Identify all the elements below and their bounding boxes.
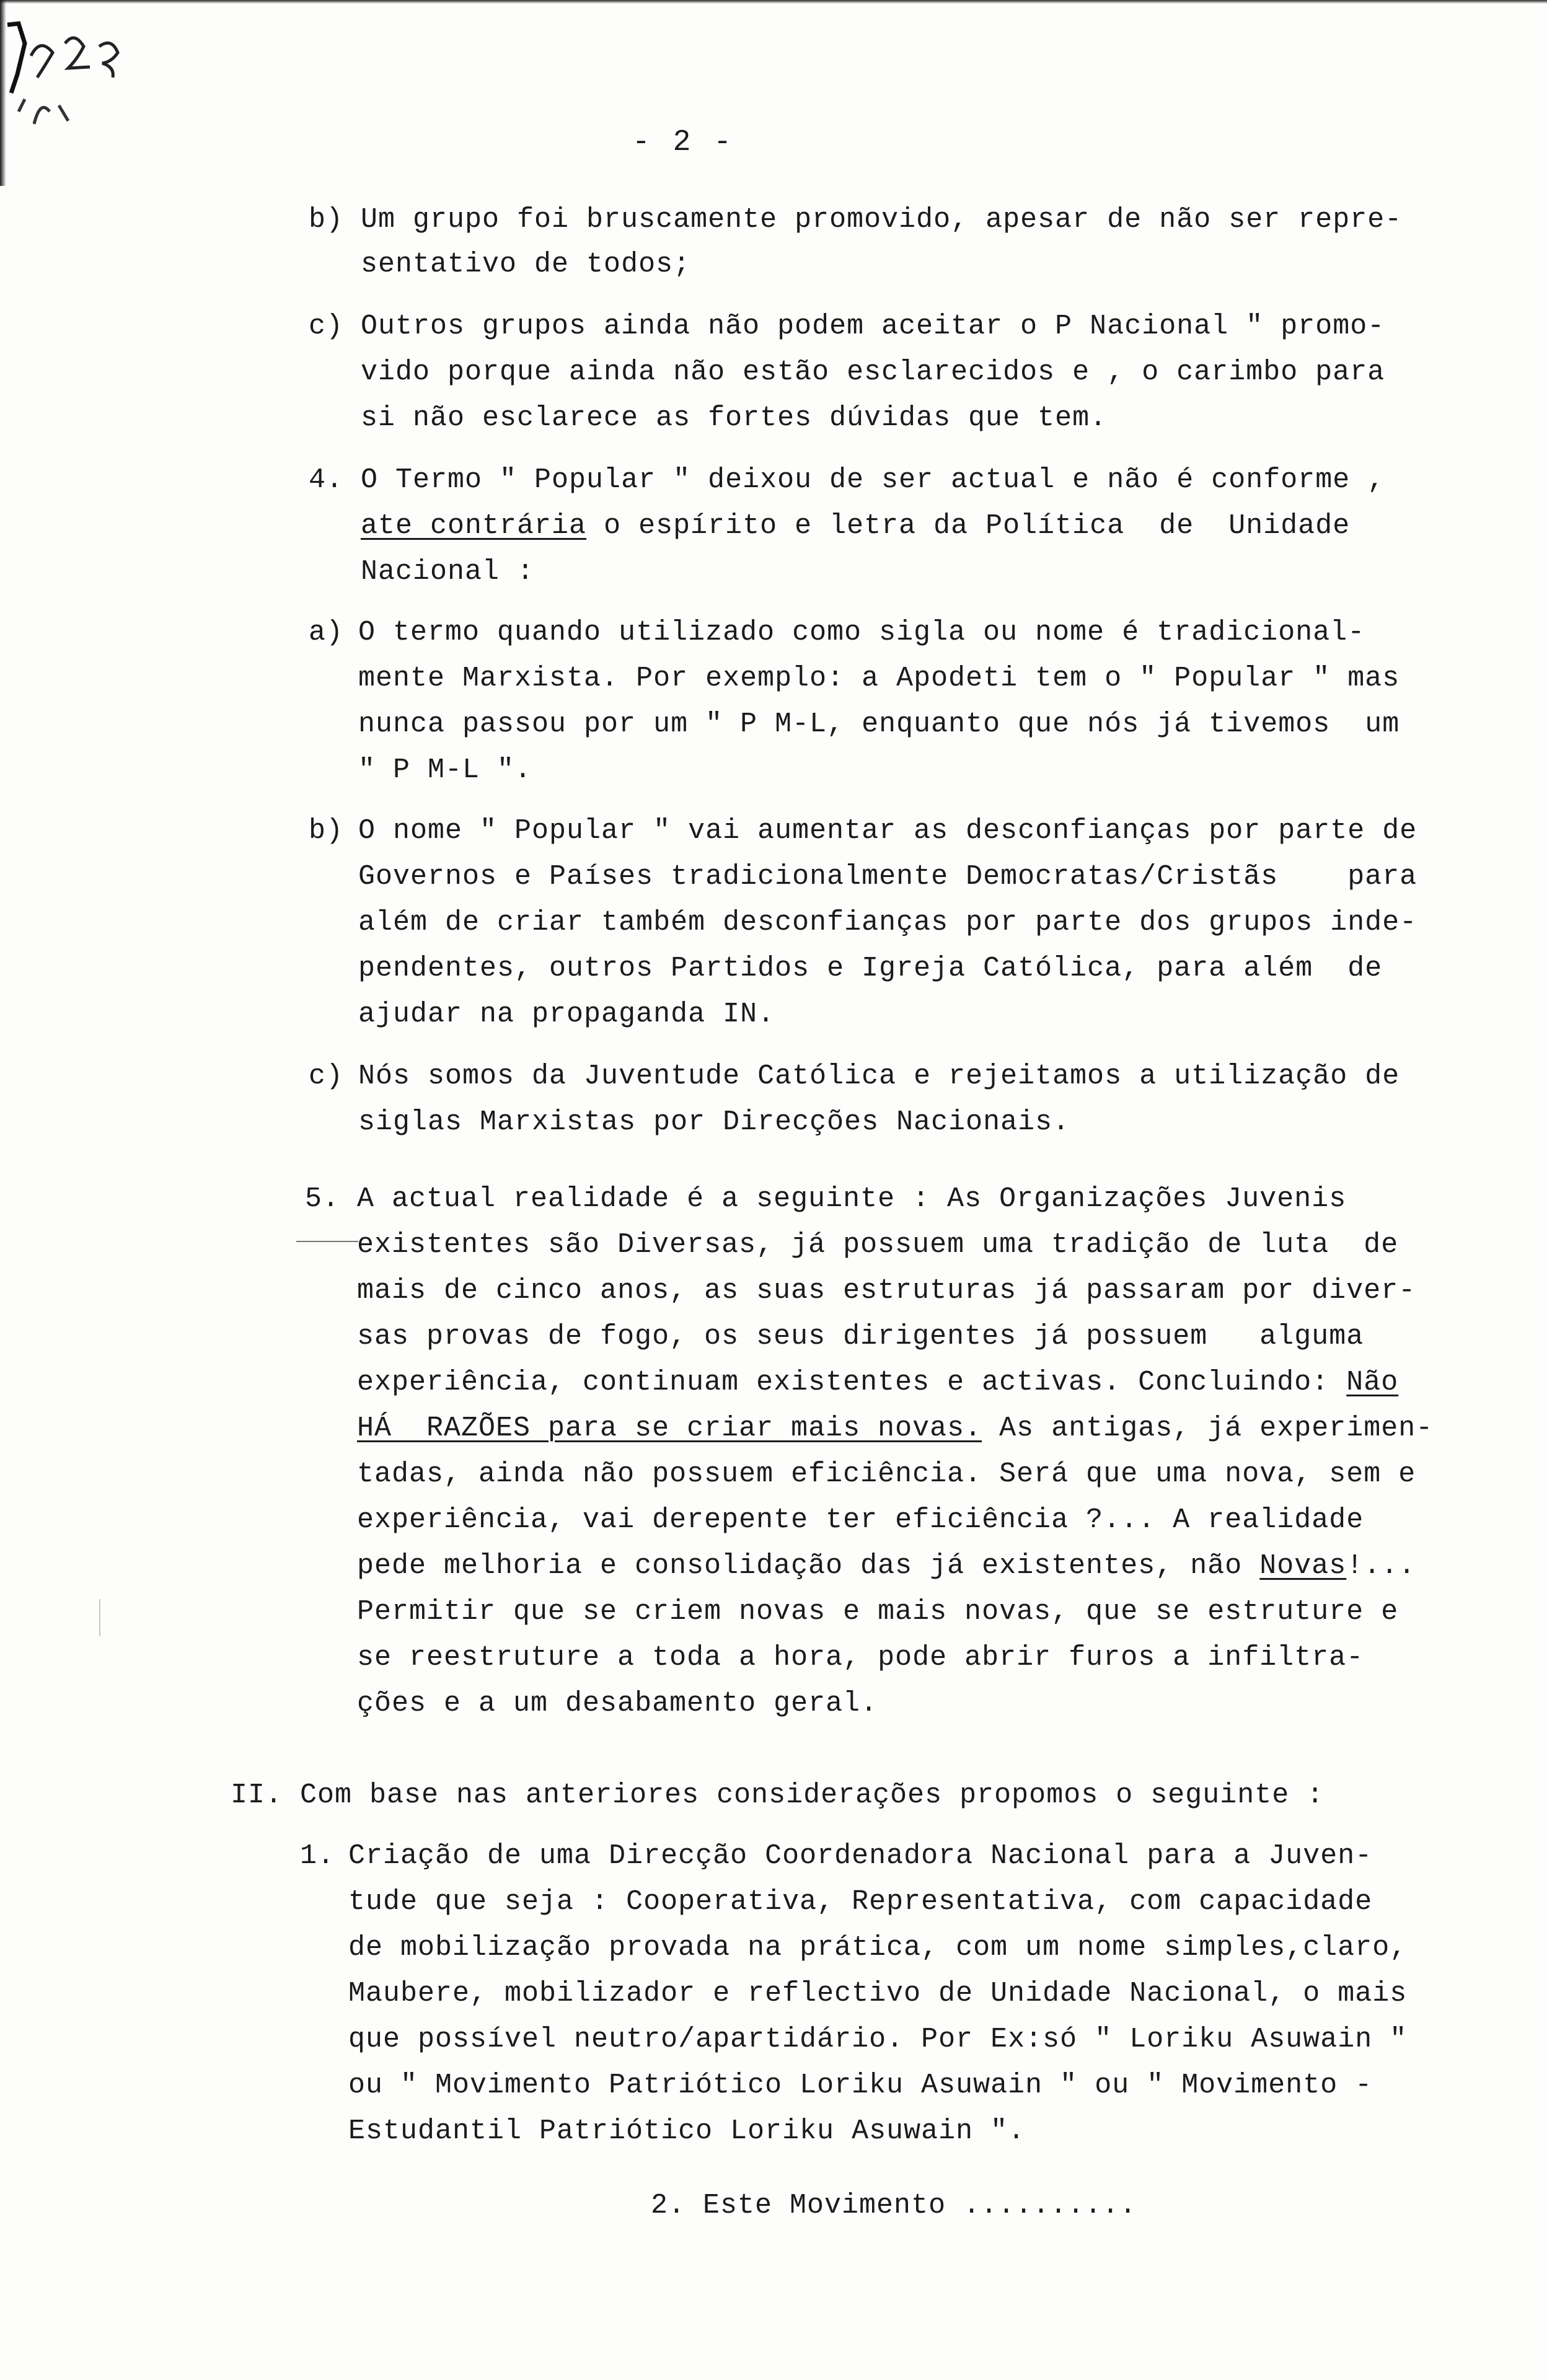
item-5-line-12: ções e a um desabamento geral. <box>357 1688 878 1719</box>
section-ii-marker: II. <box>231 1779 283 1811</box>
item-5-line-2: existentes são Diversas, já possuem uma tradição de luta de <box>357 1229 1399 1261</box>
item-4b-marker: b) <box>309 815 344 847</box>
item-5-line-7: tadas, ainda não possuem eficiência. Será que uma nova, sem e <box>357 1458 1416 1490</box>
item-3c-line-3: si não esclarece as fortes dúvidas que tem. <box>361 402 1108 434</box>
section-ii-item-1-line-5: que possível neutro/apartidário. Por Ex:só " Loriku Asuwain " <box>348 2024 1408 2055</box>
page-number: - 2 - <box>632 126 734 159</box>
scan-edge-top <box>0 0 1547 4</box>
item-5-line-8: experiência, vai derepente ter eficiência ?... A realidade <box>357 1504 1364 1536</box>
continuation-line: 2. Este Movimento .......... <box>651 2190 1137 2221</box>
item-5-line-3: mais de cinco anos, as suas estruturas já passaram por diver- <box>357 1275 1416 1307</box>
item-5-line-10: Permitir que se criem novas e mais novas, que se estruture e <box>357 1596 1399 1628</box>
item-5-underlined-novas: Novas <box>1259 1550 1347 1582</box>
item-5-line-6-rest: As antigas, já experimen- <box>982 1413 1434 1444</box>
item-4b-line-1: O nome " Popular " vai aumentar as desconfianças por parte de <box>358 815 1417 847</box>
item-5-line-5-text: experiência, continuam existentes e activas. Concluindo: <box>357 1367 1347 1398</box>
stray-pen-line <box>296 1241 358 1242</box>
section-ii-item-1-line-2: tude que seja : Cooperativa, Representativa, com capacidade <box>348 1886 1373 1918</box>
item-5-line-9-text: pede melhoria e consolidação das já existentes, não <box>357 1550 1260 1582</box>
margin-dash <box>99 1599 100 1636</box>
item-4c-marker: c) <box>309 1060 344 1092</box>
item-4b-line-5: ajudar na propaganda IN. <box>358 998 775 1030</box>
item-4-line-1: O Termo " Popular " deixou de ser actual e não é conforme , <box>361 464 1385 496</box>
section-ii-intro: Com base nas anteriores considerações propomos o seguinte : <box>300 1779 1324 1811</box>
item-4a-marker: a) <box>309 617 344 648</box>
item-5-line-4: sas provas de fogo, os seus dirigentes já possuem alguma <box>357 1321 1364 1352</box>
item-4a-line-2: mente Marxista. Por exemplo: a Apodeti tem o " Popular " mas <box>358 663 1400 694</box>
item-4c-line-1: Nós somos da Juventude Católica e rejeitamos a utilização de <box>358 1060 1400 1092</box>
item-4a-line-1: O termo quando utilizado como sigla ou nome é tradicional- <box>358 617 1365 648</box>
item-4a-line-3: nunca passou por um " P M-L, enquanto que nós já tivemos um <box>358 708 1400 740</box>
item-5-line-9-end: !... <box>1346 1550 1416 1582</box>
item-4-underlined-phrase: ate contrária <box>361 510 587 542</box>
item-4-line-2-rest: o espírito e letra da Política de Unidade <box>586 510 1351 542</box>
item-5-line-11: se reestruture a toda a hora, pode abrir furos a infiltra- <box>357 1642 1364 1673</box>
item-5-underlined-phrase: HÁ RAZÕES para se criar mais novas. <box>357 1413 982 1444</box>
item-5-marker: 5. <box>305 1183 340 1215</box>
item-4b-line-3: além de criar também desconfianças por parte dos grupos inde- <box>358 907 1417 938</box>
section-ii-item-1-line-1: Criação de uma Direcção Coordenadora Nacional para a Juven- <box>348 1840 1373 1872</box>
item-3b-line-1: Um grupo foi bruscamente promovido, apesar de não ser repre- <box>361 204 1403 236</box>
item-5-line-1: A actual realidade é a seguinte : As Organizações Juvenis <box>357 1183 1347 1215</box>
item-4b-line-4: pendentes, outros Partidos e Igreja Católica, para além de <box>358 953 1383 984</box>
item-4-marker: 4. <box>309 464 344 496</box>
item-4c-line-2: siglas Marxistas por Direcções Nacionais. <box>358 1106 1070 1138</box>
item-3c-marker: c) <box>309 311 344 342</box>
item-3b-marker: b) <box>309 204 344 236</box>
item-3c-line-1: Outros grupos ainda não podem aceitar o P Nacional " promo- <box>361 311 1385 342</box>
item-4-line-2 <box>361 511 1350 542</box>
item-3c-line-2: vido porque ainda não estão esclarecidos e , o carimbo para <box>361 356 1385 388</box>
section-ii-item-1-line-6: ou " Movimento Patriótico Loriku Asuwain " ou " Movimento - <box>348 2069 1373 2101</box>
item-4-line-3: Nacional : <box>361 556 535 588</box>
section-ii-item-1-marker: 1. <box>300 1840 335 1872</box>
item-5-underlined-nao: Não <box>1346 1367 1399 1398</box>
section-ii-item-1-line-4: Maubere, mobilizador e reflectivo de Unidade Nacional, o mais <box>348 1978 1408 2009</box>
item-5-line-9 <box>357 1551 1416 1582</box>
item-5-line-6 <box>357 1413 1433 1444</box>
item-4b-line-2: Governos e Países tradicionalmente Democratas/Cristãs para <box>358 861 1417 892</box>
item-3b-line-2: sentativo de todos; <box>361 249 691 280</box>
item-4a-line-4: " P M-L ". <box>358 754 532 786</box>
section-ii-item-1-line-7: Estudantil Patriótico Loriku Asuwain ". <box>348 2115 1026 2147</box>
section-ii-item-1-line-3: de mobilização provada na prática, com um nome simples,claro, <box>348 1932 1408 1963</box>
handwritten-corner-mark <box>6 19 149 143</box>
item-5-line-5 <box>357 1367 1398 1398</box>
scan-edge-left <box>0 0 6 186</box>
